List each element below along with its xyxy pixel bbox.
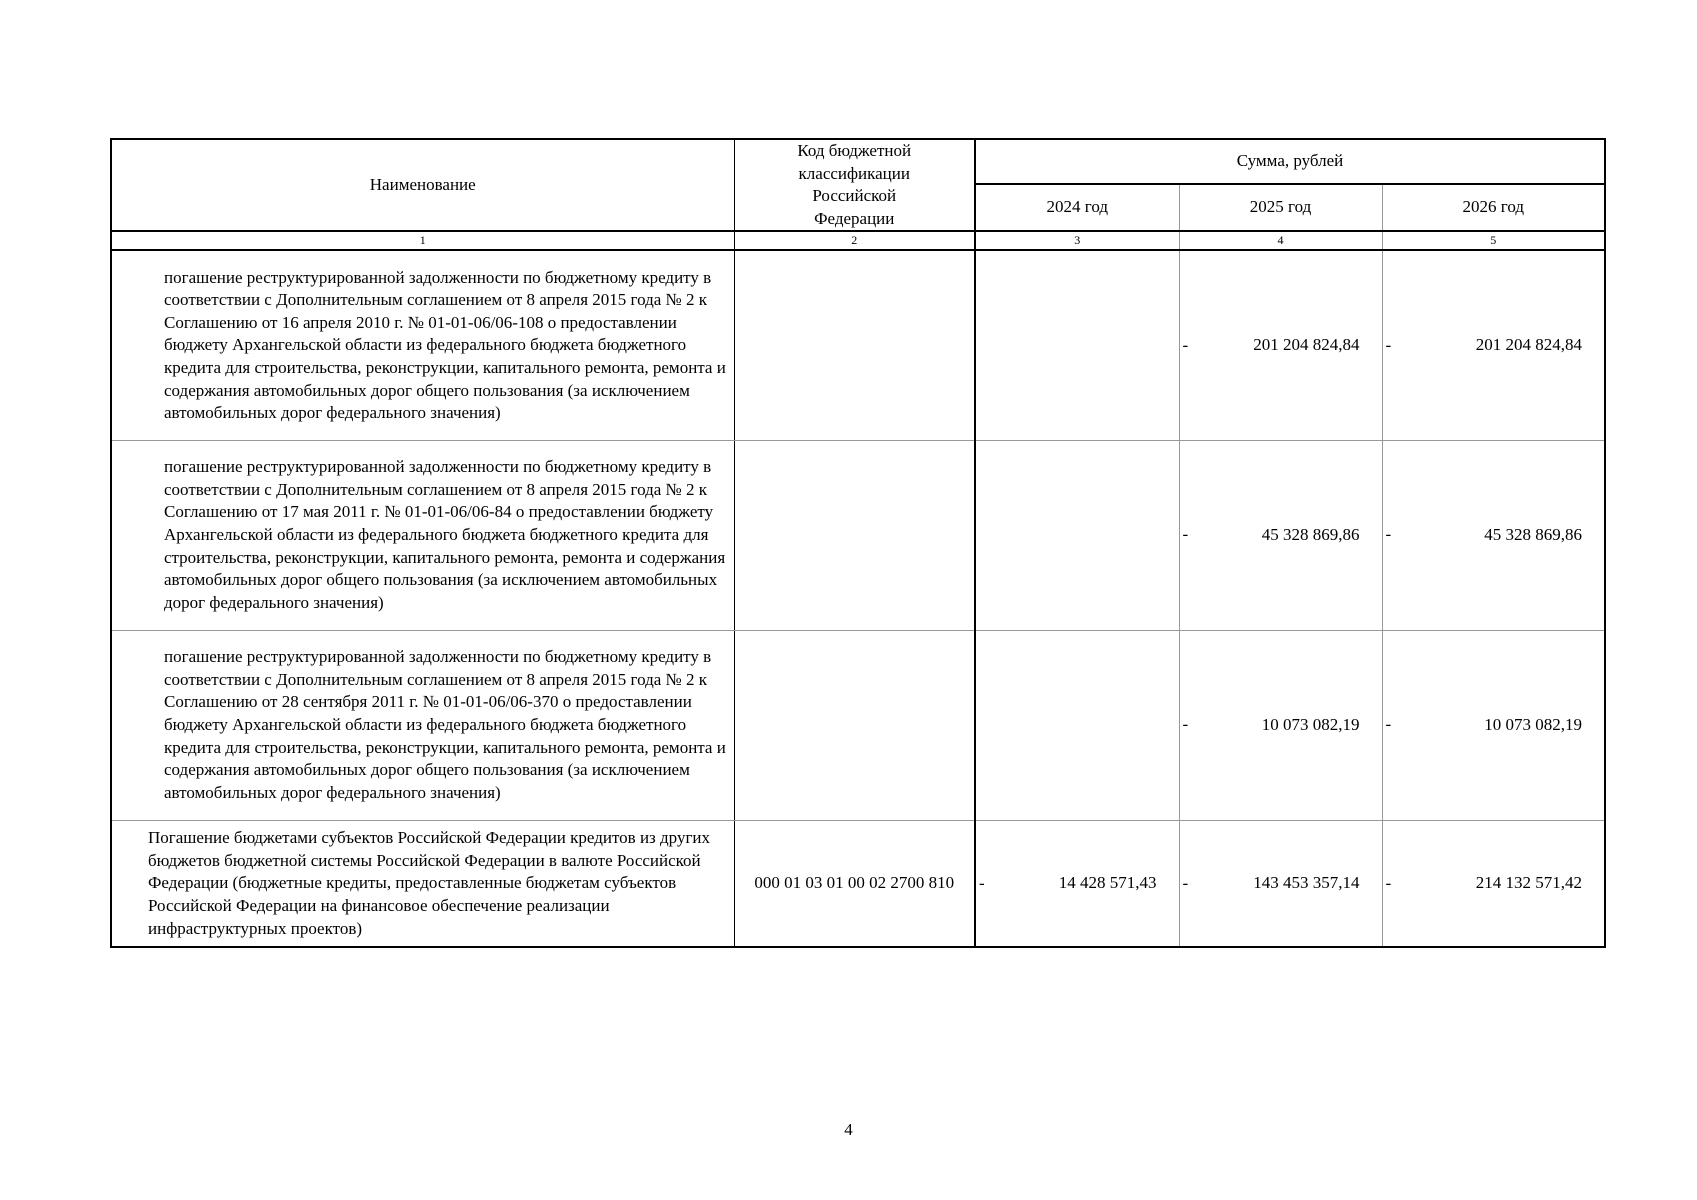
row-amount-2024 [975, 440, 1179, 630]
minus-sign: - [1385, 715, 1392, 735]
row-name: Погашение бюджетами субъектов Российской Федерации кредитов из других бюджетов бюджетной системы Российской Федерации в валюте Российской Федерации (бюджетные кредиты, предоставленные бюджетам субъектов Российской Федерации на финансовое обеспечение реализации инфраструктурных проектов) [111, 820, 734, 947]
minus-sign: - [979, 873, 985, 893]
row-amount-2026 [1382, 250, 1605, 440]
row-amount-2025 [1179, 820, 1382, 947]
amount-value: 14 428 571,43 [1058, 873, 1157, 893]
amount-value: 10 073 082,19 [1484, 715, 1583, 735]
row-name: погашение реструктурированной задолженности по бюджетному кредиту в соответствии с Дополнительным соглашением от 8 апреля 2015 года № 2 к Соглашению от 28 сентября 2011 г. № 01-01-06/06-370 о предоставлении бюджету Архангельской области из федерального бюджета бюджетного кредита для строительства, реконструкции, капитального ремонта, ремонта и содержания автомобильных дорог общего пользования (за исключением автомобильных дорог федерального значения) [111, 630, 734, 820]
amount-value: 214 132 571,42 [1475, 873, 1583, 893]
amount-value: 201 204 824,84 [1253, 335, 1360, 355]
header-year-2024: 2024 год [975, 184, 1179, 232]
row-amount-2024 [975, 250, 1179, 440]
header-sum: Сумма, рублей [975, 139, 1605, 184]
minus-sign: - [1182, 525, 1189, 545]
table-row [111, 630, 1605, 820]
amount-value: 45 328 869,86 [1484, 525, 1583, 545]
row-amount-2025 [1179, 630, 1382, 820]
header-row-top [111, 139, 1605, 184]
row-amount-2026 [1382, 820, 1605, 947]
table-row [111, 440, 1605, 630]
page-number: 4 [844, 1120, 853, 1139]
col-number-1: 1 [111, 231, 734, 250]
row-amount-2026 [1382, 440, 1605, 630]
table-row [111, 250, 1605, 440]
row-code [734, 440, 975, 630]
minus-sign: - [1385, 335, 1392, 355]
minus-sign: - [1182, 335, 1189, 355]
header-year-2026: 2026 год [1382, 184, 1605, 232]
row-amount-2025 [1179, 250, 1382, 440]
col-number-2: 2 [734, 231, 975, 250]
minus-sign: - [1385, 525, 1392, 545]
table-row [111, 820, 1605, 947]
amount-value: 45 328 869,86 [1261, 525, 1360, 545]
column-number-row [111, 231, 1605, 250]
budget-table [110, 138, 1606, 948]
col-number-3: 3 [975, 231, 1179, 250]
row-amount-2024 [975, 630, 1179, 820]
header-name: Наименование [111, 139, 734, 231]
row-amount-2024 [975, 820, 1179, 947]
minus-sign: - [1182, 873, 1189, 893]
row-amount-2025 [1179, 440, 1382, 630]
row-amount-2026 [1382, 630, 1605, 820]
row-name: погашение реструктурированной задолженности по бюджетному кредиту в соответствии с Дополнительным соглашением от 8 апреля 2015 года № 2 к Соглашению от 17 мая 2011 г. № 01-01-06/06-84 о предоставлении бюджету Архангельской области из федерального бюджета бюджетного кредита для строительства, реконструкции, капитального ремонта, ремонта и содержания автомобильных дорог общего пользования (за исключением автомобильных дорог федерального значения) [111, 440, 734, 630]
row-code [734, 250, 975, 440]
col-number-4: 4 [1179, 231, 1382, 250]
amount-value: 10 073 082,19 [1261, 715, 1360, 735]
row-code [734, 630, 975, 820]
amount-value: 143 453 357,14 [1253, 873, 1360, 893]
header-code: Код бюджетной классификации Российской Федерации [734, 139, 975, 231]
row-code: 000 01 03 01 00 02 2700 810 [734, 820, 975, 947]
header-year-2025: 2025 год [1179, 184, 1382, 232]
row-name: погашение реструктурированной задолженности по бюджетному кредиту в соответствии с Дополнительным соглашением от 8 апреля 2015 года № 2 к Соглашению от 16 апреля 2010 г. № 01-01-06/06-108 о предоставлении бюджету Архангельской области из федерального бюджета бюджетного кредита для строительства, реконструкции, капитального ремонта, ремонта и содержания автомобильных дорог общего пользования (за исключением автомобильных дорог федерального значения) [111, 250, 734, 440]
col-number-5: 5 [1382, 231, 1605, 250]
minus-sign: - [1385, 873, 1392, 893]
amount-value: 201 204 824,84 [1475, 335, 1583, 355]
minus-sign: - [1182, 715, 1189, 735]
